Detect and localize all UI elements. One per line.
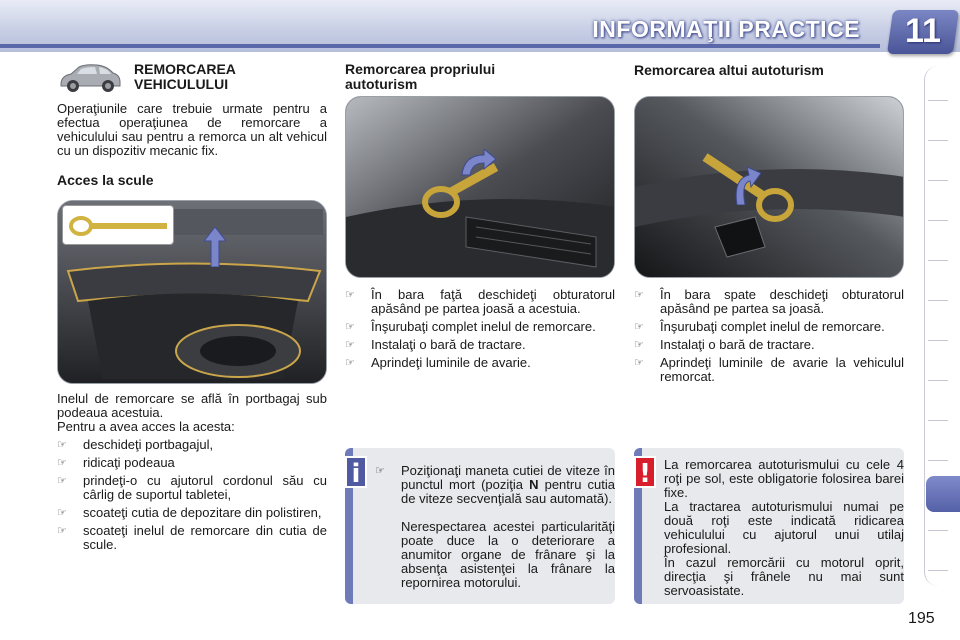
pointing-hand-icon: ☞ [57, 475, 67, 487]
warning-paragraph: La remorcarea autoturismului cu cele 4 roţi pe sol, este obligatorie folosirea barei fixe. [664, 457, 904, 500]
list-item-text: ridicaţi podeaua [83, 455, 175, 470]
list-item [57, 524, 327, 552]
side-tab[interactable] [928, 460, 948, 461]
list-item [345, 288, 615, 316]
section-title: Remorcarea altui autoturism [634, 62, 824, 78]
list-item-text: Aprindeţi luminile de avarie la vehiculul remorcat. [660, 355, 904, 384]
pointing-hand-icon: ☞ [634, 321, 644, 333]
side-tab[interactable] [928, 420, 948, 421]
other-car-steps-list [634, 288, 904, 388]
list-item [345, 356, 615, 370]
pointing-hand-icon: ☞ [345, 339, 355, 351]
list-item-text: Înşurubaţi complet inelul de remorcare. [371, 319, 596, 334]
pointing-hand-icon: ☞ [57, 525, 67, 537]
list-item-text: scoateţi cutia de depozitare din polistiren, [83, 505, 322, 520]
info-box [345, 448, 615, 604]
side-tab[interactable] [928, 260, 948, 261]
pointing-hand-icon: ☞ [345, 357, 355, 369]
subsection-title: Acces la scule [57, 172, 154, 188]
side-tab-active[interactable] [926, 476, 960, 512]
list-item [57, 456, 327, 470]
tow-ring-inset [62, 205, 174, 245]
warning-paragraph: La tractarea autoturismului numai pe două roţi este indicată ridicarea vehiculului cu ajutorul unui utilaj profesional. [664, 499, 904, 556]
trunk-photo [57, 200, 327, 384]
side-tab[interactable] [928, 380, 948, 381]
info-bullet [375, 464, 615, 506]
list-item [57, 474, 327, 502]
arrow-up-icon [204, 227, 226, 267]
pointing-hand-icon: ☞ [375, 465, 385, 477]
list-item [634, 338, 904, 352]
list-item [634, 288, 904, 316]
pointing-hand-icon: ☞ [634, 357, 644, 369]
pointing-hand-icon: ☞ [57, 439, 67, 451]
side-tab[interactable] [928, 140, 948, 141]
list-item [634, 356, 904, 384]
pointing-hand-icon: ☞ [345, 289, 355, 301]
list-item-text: În bara faţă deschideţi obturatorul apăsând pe partea joasă a acestuia. [371, 287, 615, 316]
section-title-line: REMORCAREA [134, 61, 236, 77]
own-car-steps-list [345, 288, 615, 374]
intro-paragraph: Operaţiunile care trebuie urmate pentru a efectua operaţiunea de remorcare a vehiculului sau pentru a remorca un alt vehicul cu un dispozitiv mecanic fix. [57, 101, 327, 158]
front-towing-photo [345, 96, 615, 278]
chapter-number: 11 [905, 12, 941, 50]
access-steps-list [57, 438, 327, 556]
pointing-hand-icon: ☞ [345, 321, 355, 333]
side-tab[interactable] [928, 340, 948, 341]
side-tab[interactable] [928, 530, 948, 531]
rear-towing-photo [634, 96, 904, 278]
header-divider [0, 44, 880, 48]
side-tab[interactable] [928, 100, 948, 101]
list-item-text: scoateţi inelul de remorcare din cutia de scule. [83, 523, 327, 552]
side-tab[interactable] [928, 570, 948, 571]
rotate-arrow-icon [731, 165, 761, 205]
list-item-text: Înşurubaţi complet inelul de remorcare. [660, 319, 885, 334]
warning-box [634, 448, 904, 604]
section-title [345, 62, 495, 92]
list-item [57, 438, 327, 452]
tow-ring-location-text: Inelul de remorcare se află în portbagaj sub podeaua acestuia. [57, 391, 327, 420]
info-bullet-text: pentru cutia de viteze secvenţială sau automată). [401, 477, 616, 506]
section-title-line: autoturism [345, 76, 418, 92]
neutral-position-label: N [529, 477, 539, 492]
side-tab[interactable] [928, 180, 948, 181]
pointing-hand-icon: ☞ [634, 339, 644, 351]
side-tab[interactable] [928, 220, 948, 221]
list-item-text: Instalaţi o bară de tractare. [660, 337, 815, 352]
list-item [634, 320, 904, 334]
page-header-title: INFORMAŢII PRACTICE [592, 16, 860, 42]
section-title [134, 62, 236, 92]
rotate-arrow-icon [458, 149, 498, 179]
warning-paragraph: În cazul remorcării cu motorul oprit, direcţia şi frânele nu mai sunt servoasistate. [664, 555, 904, 598]
side-tab[interactable] [928, 300, 948, 301]
list-item-text: Aprindeţi luminile de avarie. [371, 355, 531, 370]
section-title-line: VEHICULULUI [134, 76, 229, 92]
pointing-hand-icon: ☞ [634, 289, 644, 301]
info-paragraph: Nerespectarea acestei particularităţi poate duce la o deteriorare a anumitor organe de frânare şi la absenţa asistenţei la frânare la repornirea motorului. [401, 519, 615, 590]
access-intro-text: Pentru a avea acces la acesta: [57, 419, 235, 434]
pointing-hand-icon: ☞ [57, 457, 67, 469]
list-item [345, 320, 615, 334]
pointing-hand-icon: ☞ [57, 507, 67, 519]
section-title-line: Remorcarea propriului [345, 61, 496, 77]
page-number: 195 [908, 610, 935, 627]
car-icon [57, 62, 123, 94]
list-item-text: prindeţi-o cu ajutorul cordonul său cu cârlig de suportul tabletei, [83, 473, 327, 502]
info-icon: i [345, 456, 367, 488]
info-bullet-text: Poziţionaţi maneta cutiei de viteze în punctul mort (poziţia [401, 463, 615, 492]
list-item [345, 338, 615, 352]
list-item-text: deschideţi portbagajul, [83, 437, 214, 452]
list-item-text: În bara spate deschideţi obturatorul apăsând pe partea sa joasă. [660, 287, 904, 316]
list-item-text: Instalaţi o bară de tractare. [371, 337, 526, 352]
warning-icon: ! [634, 456, 656, 488]
list-item [57, 506, 327, 520]
